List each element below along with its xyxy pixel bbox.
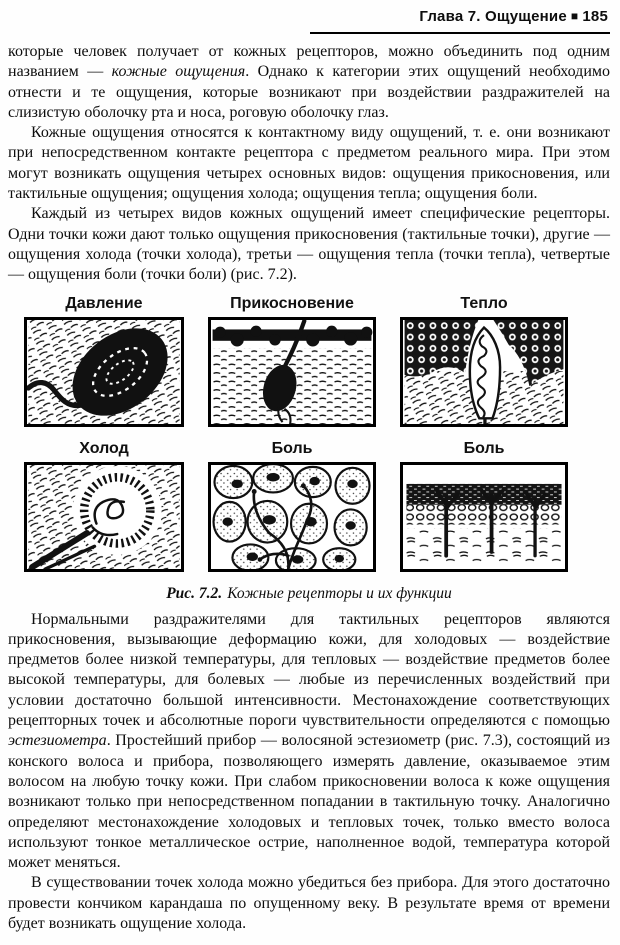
figure-caption: [8, 585, 610, 603]
figure-panel-label: Боль: [463, 439, 505, 457]
figure-panel-cold: [24, 440, 184, 572]
text-top: [8, 42, 610, 286]
figure-panel-touch: [208, 295, 376, 427]
paragraph: [8, 204, 610, 285]
figure-panel-label: Холод: [79, 439, 129, 457]
figure-caption-text: Кожные рецепторы и их функции: [227, 584, 452, 602]
text-bottom: [8, 610, 610, 935]
text-run: Каждый из четырех видов кожных ощущений имеет специфические рецепторы. Одни точки кожи дают только ощущения прикосновения (тактильные точки), другие — ощущения холода (точки холода), третьи — ощущения тепла (точки тепла), четвертые — ощущения боли (точки боли) (рис. 7.2).: [8, 205, 610, 284]
square-bullet-icon: ■: [570, 9, 579, 23]
warmth-receptor-illustration: [400, 317, 568, 427]
paragraph: [8, 42, 610, 123]
running-head: [8, 4, 610, 34]
figure-caption-number: Рис. 7.2.: [166, 584, 223, 602]
text-run: которые человек получает от кожных рецепторов, можно объединить под одним названием —: [8, 43, 610, 81]
text-run: . Простейший прибор — волосяной эстезиометр (рис. 7.3), состоящий из конского волоса и прибора, позволяющего измерять давление, оказываемое этим волосом на любую точку кожи. При слабом прикосновении волоса к коже ощущения возникают только при непосредственном попадании в тактильную точку. Аналогично определяют местонахождение холодовых и тепловых точек, только вместо волоса используют тонкое металлическое острие, наполненное водой, температура которой может меняться.: [8, 732, 610, 872]
figure-panel-label: Прикосновение: [230, 294, 354, 312]
pain-epidermis-illustration: [400, 462, 568, 572]
page-number: 185: [582, 8, 608, 25]
cold-receptor-illustration: [24, 462, 184, 572]
pressure-receptor-illustration: [24, 317, 184, 427]
paragraph: [8, 610, 610, 874]
touch-receptor-illustration: [208, 317, 376, 427]
header-rule: [310, 32, 610, 34]
figure-panel-pain-cells: [208, 440, 376, 572]
figure-grid: [24, 295, 610, 572]
figure-panel-pain-epidermis: [400, 440, 568, 572]
figure-panel-warmth: [400, 295, 568, 427]
text-run: В существовании точек холода можно убедиться без прибора. Для этого достаточно провести кончиком карандаша по опущенному веку. В результате время от времени будет возникать ощущение холода.: [8, 874, 610, 933]
chapter-title: Глава 7. Ощущение: [419, 8, 567, 25]
pain-receptor-illustration: [208, 462, 376, 572]
italic-text-run: эстезиометра: [8, 732, 107, 750]
figure-panel-pressure: [24, 295, 184, 427]
text-run: . Однако к категории этих ощущений необходимо отнести и те ощущения, которые возникают при воздействии раздражителей на слизистую оболочку рта и носа, роговую оболочку глаз.: [8, 63, 611, 121]
paragraph: [8, 873, 610, 934]
text-run: Нормальными раздражителями для тактильных рецепторов являются прикосновения, вызывающие деформацию кожи, для холодовых — воздействие предметов более низкой температуры, для тепловых — воздействие предметов более высокой температуры, для болевых — любые из перечисленных воздействий при условии достаточно большой интенсивности. Местонахождение соответствующих рецепторных точек и абсолютные пороги чувствительности определяются с помощью: [8, 610, 610, 730]
paragraph: [8, 123, 610, 204]
figure-panel-label: Давление: [65, 294, 143, 312]
text-run: Кожные ощущения относятся к контактному виду ощущений, т. е. они возникают при непосредственном контакте рецептора с предметом реального мира. При этом могут возникать ощущения четырех основных видов: ощущения прикосновения, или тактильные ощущения; ощущения холода; ощущения тепла; ощущения боли.: [8, 124, 610, 203]
figure-7-2: [8, 295, 610, 603]
figure-panel-label: Боль: [271, 439, 313, 457]
italic-text-run: кожные ощущения: [111, 63, 246, 81]
figure-panel-label: Тепло: [460, 294, 508, 312]
